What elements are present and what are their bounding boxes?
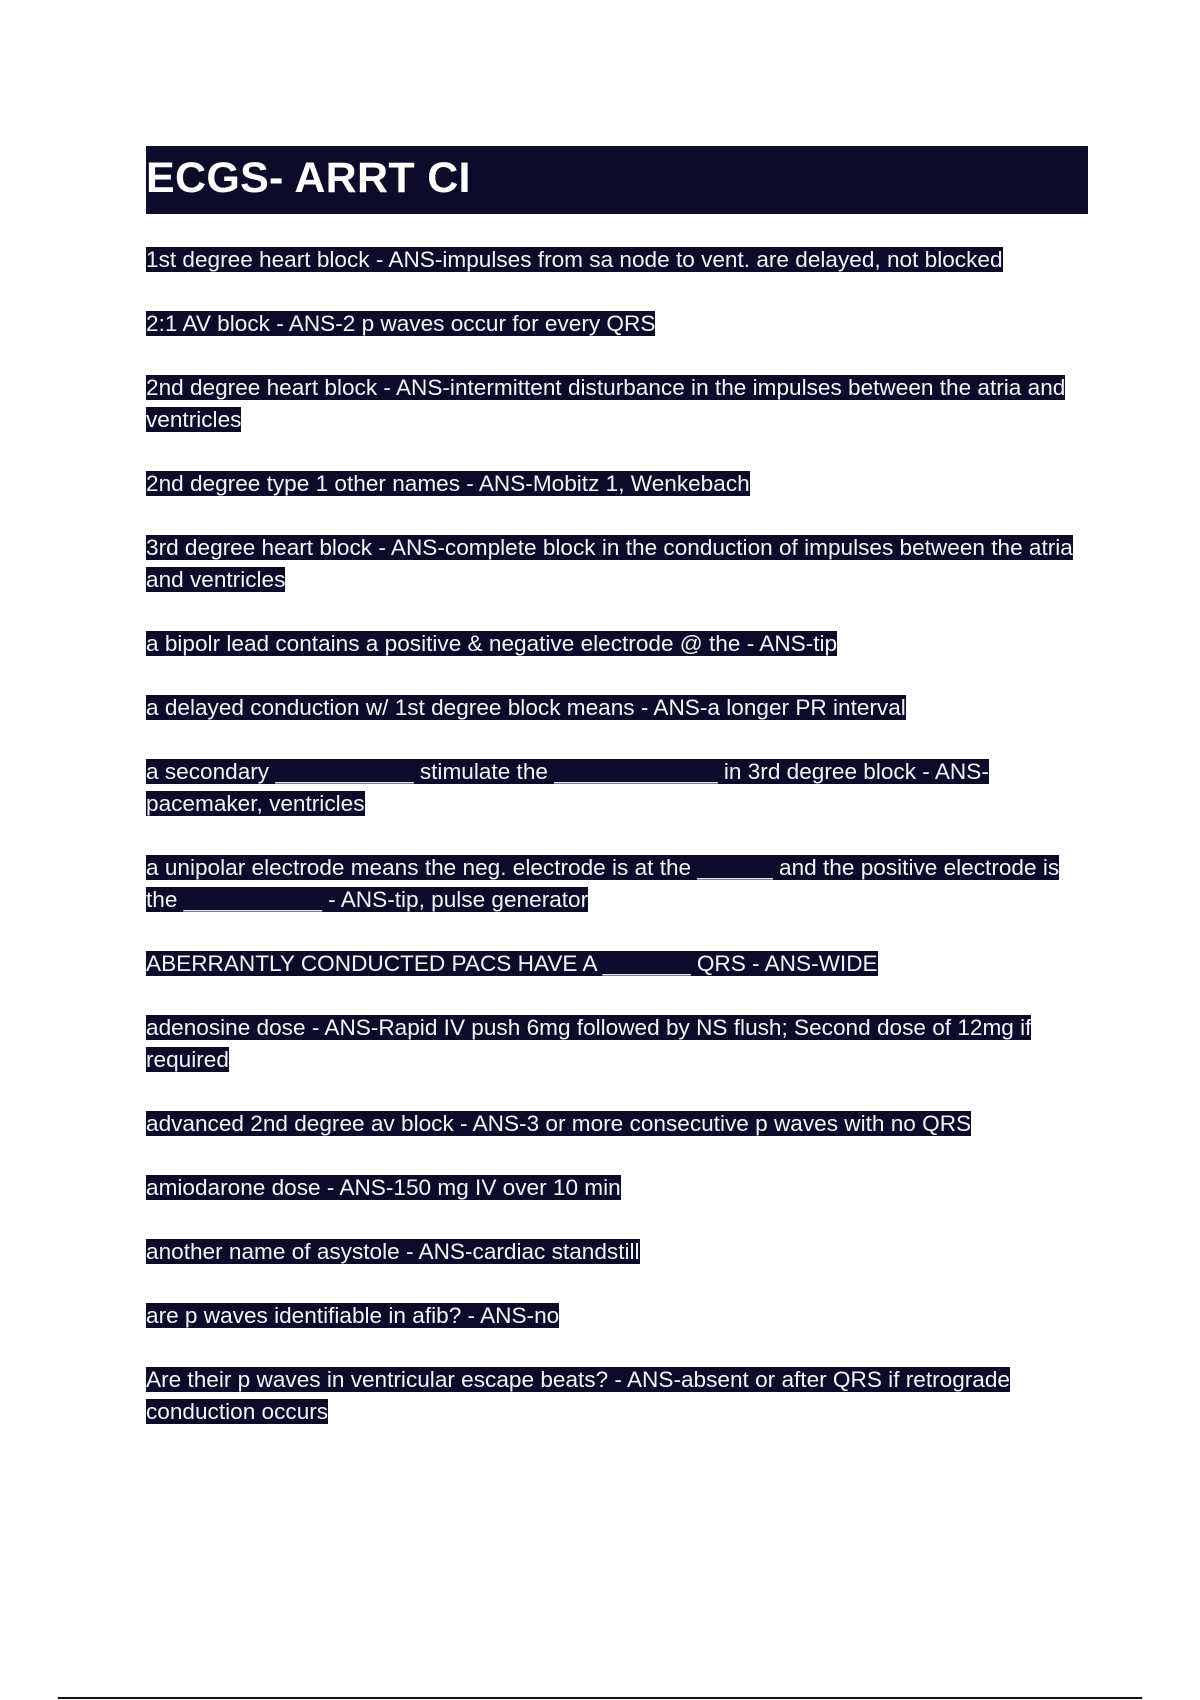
flashcard-text: ABERRANTLY CONDUCTED PACS HAVE A _______ QRS - ANS-WIDE	[146, 951, 878, 976]
flashcard-text: 3rd degree heart block - ANS-complete block in the conduction of impulses between the atria and ventricles	[146, 535, 1073, 592]
list-item	[146, 1012, 1092, 1076]
list-item	[146, 756, 1092, 820]
list-item	[146, 948, 1092, 980]
flashcard-text: a bipolr lead contains a positive & negative electrode @ the - ANS-tip	[146, 631, 838, 656]
list-item	[146, 532, 1092, 596]
flashcard-text: a unipolar electrode means the neg. electrode is at the ______ and the positive electrode is the ___________ - ANS-tip, pulse generator	[146, 855, 1060, 912]
list-item	[146, 1364, 1092, 1428]
flashcard-text: 2nd degree heart block - ANS-intermittent disturbance in the impulses between the atria and ventricles	[146, 375, 1066, 432]
flashcard-text: a secondary ___________ stimulate the _____________ in 3rd degree block - ANS-pacemaker, ventricles	[146, 759, 989, 816]
list-item	[146, 308, 1092, 340]
flashcard-list	[146, 244, 1092, 1460]
flashcard-text: advanced 2nd degree av block - ANS-3 or more consecutive p waves with no QRS	[146, 1111, 972, 1136]
list-item	[146, 852, 1092, 916]
flashcard-text: 1st degree heart block - ANS-impulses from sa node to vent. are delayed, not blocked	[146, 247, 1003, 272]
list-item	[146, 692, 1092, 724]
list-item	[146, 372, 1092, 436]
page-bottom-rule	[58, 1697, 1142, 1699]
flashcard-text: are p waves identifiable in afib? - ANS-no	[146, 1303, 560, 1328]
flashcard-text: 2:1 AV block - ANS-2 p waves occur for every QRS	[146, 311, 656, 336]
list-item	[146, 1172, 1092, 1204]
flashcard-text: amiodarone dose - ANS-150 mg IV over 10 min	[146, 1175, 621, 1200]
flashcard-text: 2nd degree type 1 other names - ANS-Mobitz 1, Wenkebach	[146, 471, 750, 496]
flashcard-text: Are their p waves in ventricular escape beats? - ANS-absent or after QRS if retrograde conduction occurs	[146, 1367, 1010, 1424]
flashcard-text: a delayed conduction w/ 1st degree block means - ANS-a longer PR interval	[146, 695, 906, 720]
list-item	[146, 1108, 1092, 1140]
flashcard-text: adenosine dose - ANS-Rapid IV push 6mg followed by NS flush; Second dose of 12mg if required	[146, 1015, 1032, 1072]
list-item	[146, 628, 1092, 660]
page-title: ECGS- ARRT CI	[146, 154, 471, 202]
list-item	[146, 244, 1092, 276]
list-item	[146, 1236, 1092, 1268]
list-item	[146, 468, 1092, 500]
flashcard-text: another name of asystole - ANS-cardiac standstill	[146, 1239, 640, 1264]
title-banner	[146, 146, 1088, 214]
list-item	[146, 1300, 1092, 1332]
